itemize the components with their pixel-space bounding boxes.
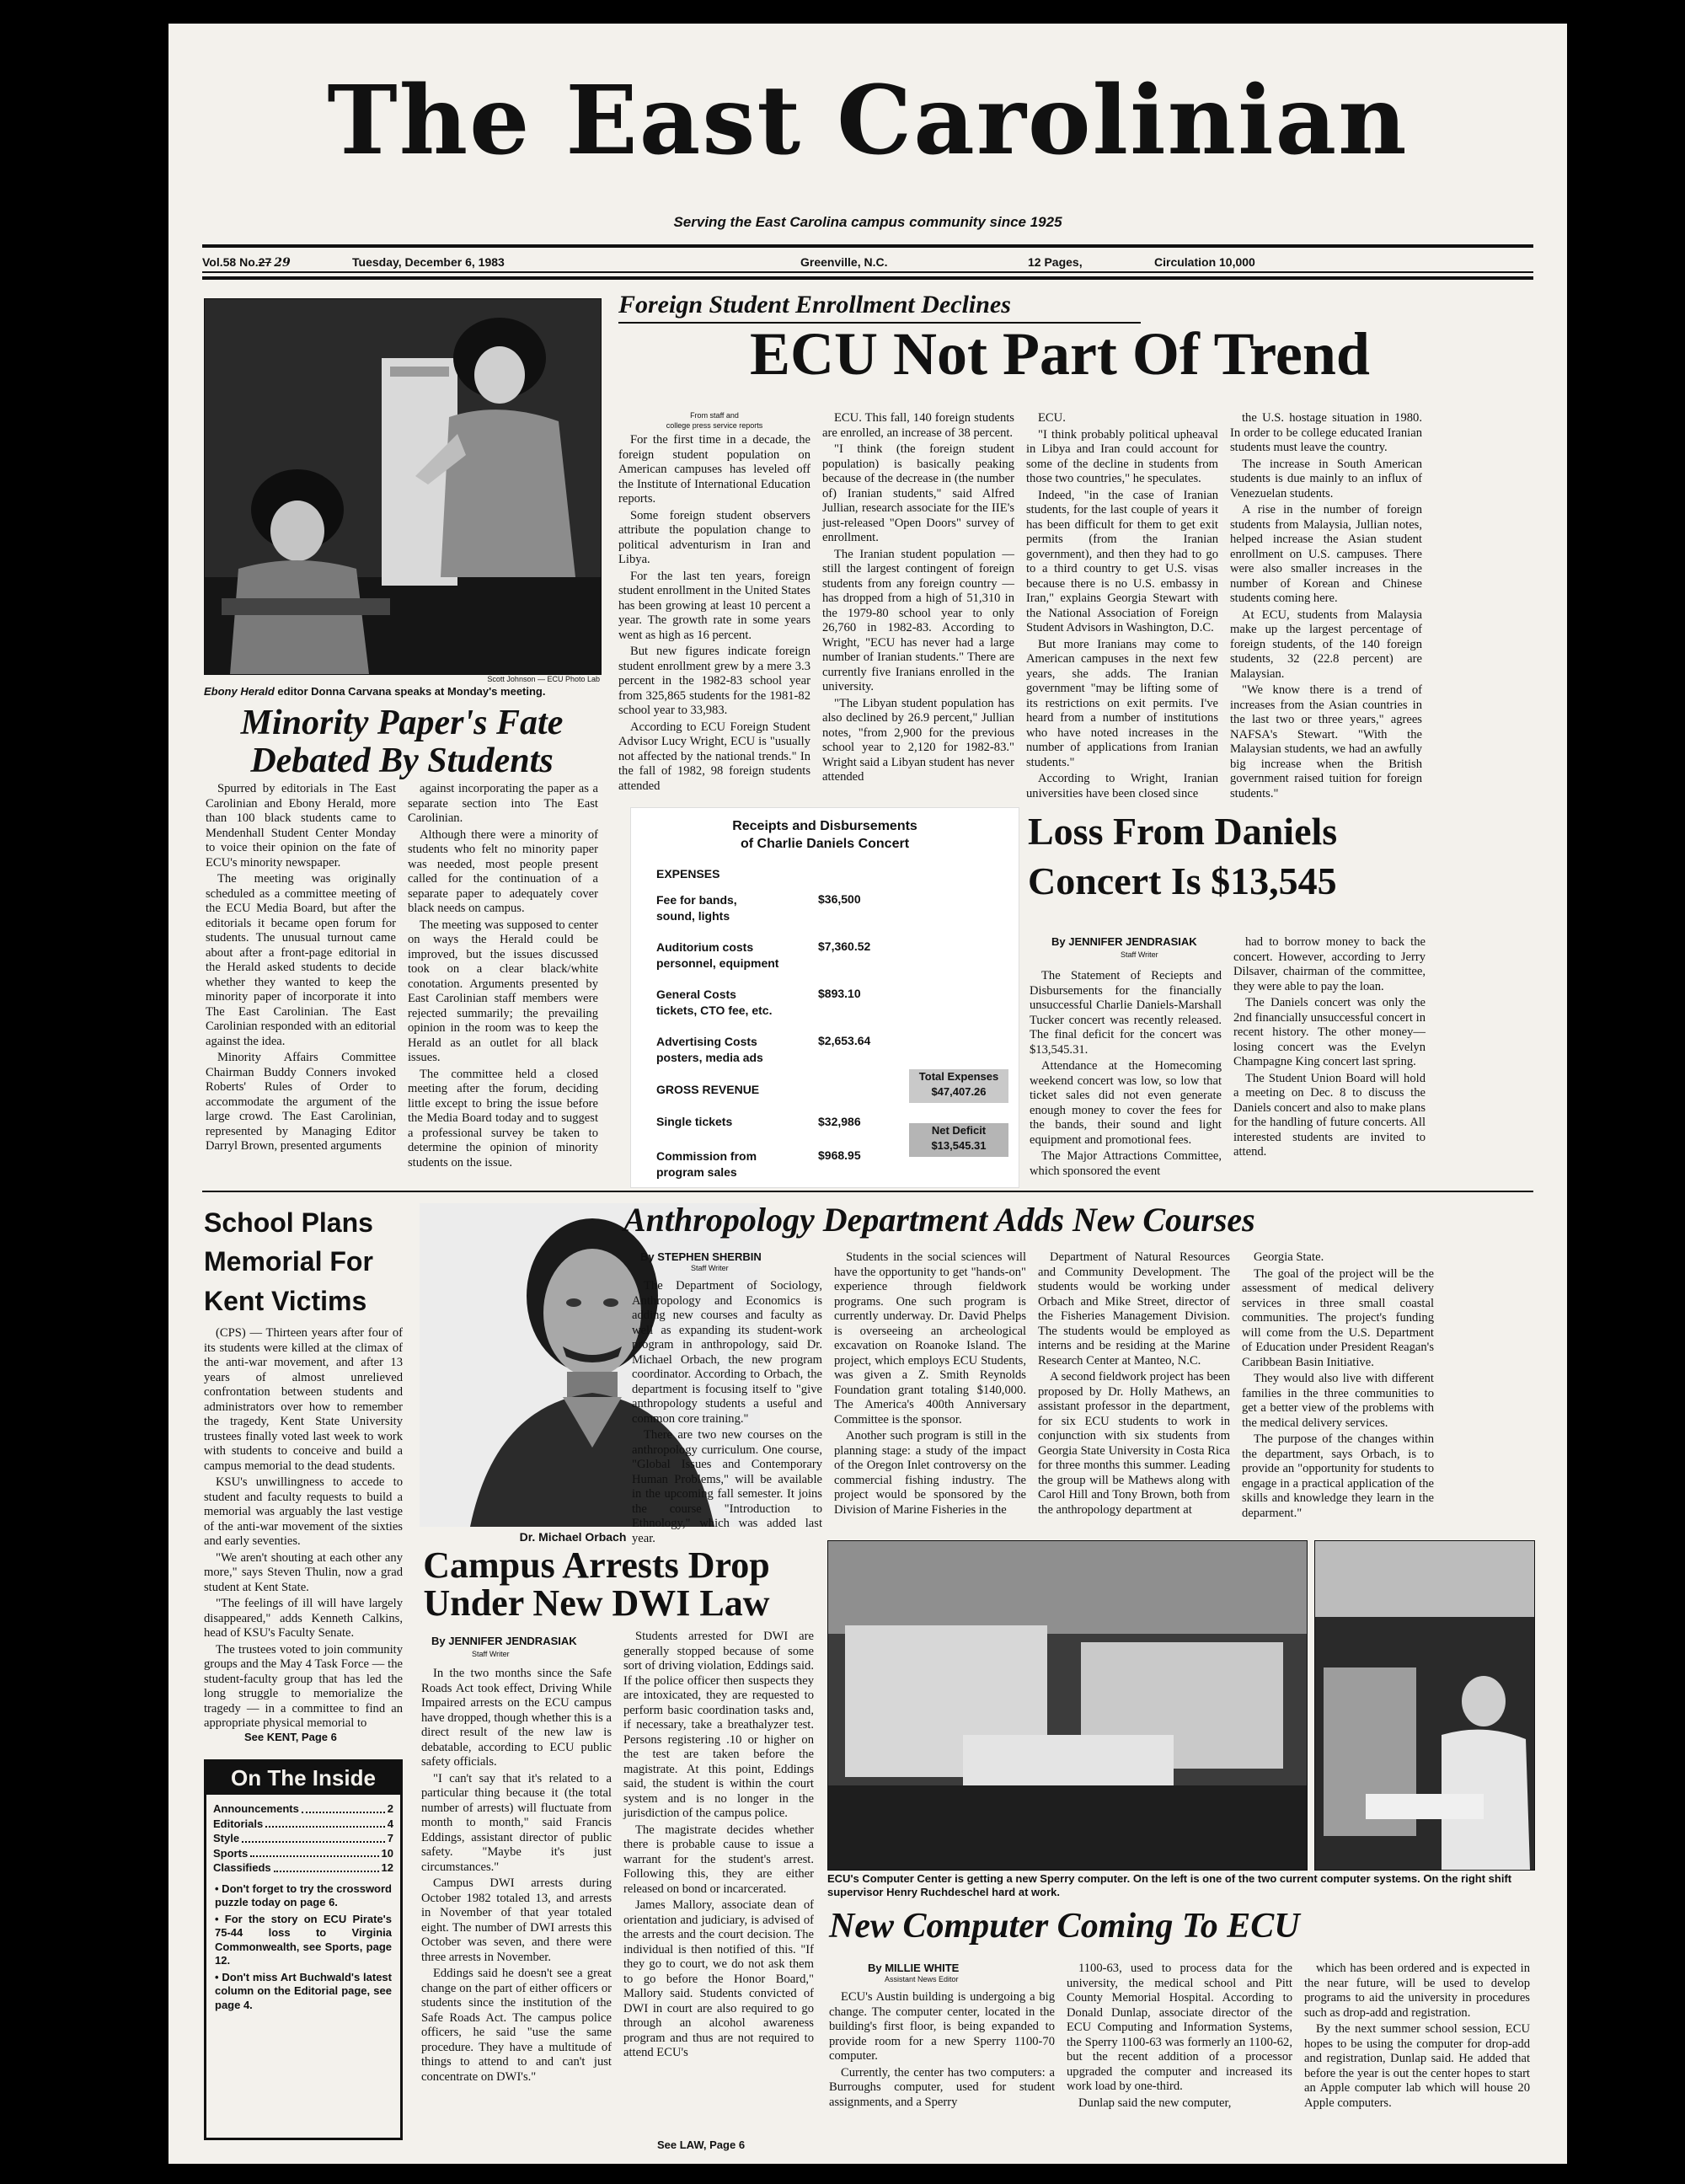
computer-staff: Assistant News Editor	[885, 1975, 959, 1983]
daniels-row-general-amount: $893.10	[818, 987, 861, 1000]
anthro-column-1: The Department of Sociology, Anthropology and Economics is adding new courses and faculty as well as expanding its student-work program in anthropology, said Dr. Michael Orbach, the new program coordinator. According to Orbach, the department is focusing itself to "give anthropology students a useful and common core training." There are two new courses on the anthropology curriculum. One course, "Global Issues and Contemporary Human Problems," will be available in the upcoming fall semester. It joins the course "Introduction to Ethnology," which was added last year.	[632, 1279, 822, 1545]
inside-item-sports[interactable]: Sports 10	[213, 1846, 393, 1860]
dwi-column-2: Students arrested for DWI are generally stopped because of some sort of driving violation, Eddings said. If the police officer then suspects they are intoxicated, they are requested to perform basic coordination tasks and, if necessary, take a breathalyzer test. Persons registering .10 or higher on the test are taken before the magistrate. At this point, Eddings said, the student is within the court system and is no longer in the jurisdiction of the campus police. The magistrate decides whether there is probable cause to issue a warrant for the student's arrest. Following this, they are either released on bond or incarcerated. James Mallory, associate dean of orientation and judiciary, is advised of the arrests and the court decision. The individual is then notified of this. "If they go to court, we do not ask them to go before the Honor Board," Mallory said. Students convicted of DWI in court are also required to go through an alcohol awareness program and thus are not required to attend ECU's	[623, 1630, 814, 2059]
anthro-column-3: Department of Natural Resources and Community Development. The students would be working under Orbach and Mike Street, director of the Fisheries Management Division. The students would be employed as interns and be residing at the Marine Research Center at Manteo, N.C. A second fieldwork project has been proposed by Dr. Holly Mathews, an assistant professor in the department, for six ECU students to work in conjunction with six students from Georgia State University in Costa Rica for three months this summer. Leading the group will be Mathews along with Carol Hill and Tony Brown, both from the anthropology department at	[1038, 1250, 1230, 1517]
dwi-staff: Staff Writer	[472, 1650, 510, 1658]
daniels-single-tickets-amount: $32,986	[818, 1115, 861, 1128]
computer-photo-caption: ECU's Computer Center is getting a new Sperry computer. On the left is one of the two current computer systems. On the right shift supervisor Henry Ruchdeschel hard at work.	[827, 1872, 1512, 1899]
dwi-headline: Campus Arrests Drop Under New DWI Law	[423, 1544, 770, 1624]
ebony-herald-photo-credit: Scott Johnson — ECU Photo Lab	[487, 675, 600, 683]
foreign-column-3: ECU. "I think probably political upheaval in Libya and Iran could account for some of the decline in students from those two countries," he speculates. Indeed, "in the case of Iranian students, for the last couple of years it has been difficult for them to get exit permits (from the Iranian government), and then they had to go to a third country to get U.S. visas because there is no U.S. embassy in Iran," explains Georgia Stewart with the National Association of Foreign Student Advisors in Washington, D.C. But more Iranians may come to American campuses in the next few years, she adds. The Iranian government "may be lifting some of its restrictions on exit permits. I've heard from a number of institutions who have noted increases in the number of applications from Iranian students." According to Wright, Iranian universities have been closed since	[1026, 411, 1218, 800]
daniels-row-advertising-amount: $2,653.64	[818, 1034, 871, 1047]
ebony-herald-photo	[204, 298, 602, 675]
daniels-table-title: Receipts and Disbursements of Charlie Daniels Concert	[732, 819, 917, 851]
dateline-date: Tuesday, December 6, 1983	[352, 255, 505, 269]
orbach-photo-caption: Dr. Michael Orbach	[519, 1530, 627, 1544]
daniels-receipts-table	[630, 807, 1019, 1188]
daniels-staff: Staff Writer	[1121, 950, 1158, 959]
minority-column-2: against incorporating the paper as a separate section into The East Carolinian. Although there were a minority of students who felt no minority paper was needed, most people present called for the continuation of a separate paper to adequately cover black needs on campus. The meeting was supposed to center on ways the Herald could be improved, but the issues discussed took on a clear black/white conotation. Arguments presented by East Carolinian staff members were rejected summarily; the prevailing opinion in the room was to keep the Herald as an outlet for all black issues. The committee held a closed meeting after the forum, deciding little except to bring the issue before the Media Board today and to suggest a professional survey be taken to determine the opinion of minority students on the issue.	[408, 782, 598, 1170]
masthead-rule-top	[202, 244, 1533, 248]
daniels-row-general-label: General Costs tickets, CTO fee, etc.	[656, 988, 773, 1017]
computer-photo-left	[827, 1540, 1308, 1871]
dateline-volume: Vol.58 No.27 29	[202, 255, 291, 270]
ebony-herald-photo-caption: Ebony Herald editor Donna Carvana speaks at Monday's meeting.	[204, 685, 546, 698]
foreign-headline: ECU Not Part Of Trend	[750, 320, 1370, 388]
inside-item-editorials[interactable]: Editorials 4	[213, 1817, 393, 1830]
dateline-issue-struck: 27	[258, 255, 272, 269]
minority-column-1: Spurred by editorials in The East Carolinian and Ebony Herald, more than 100 black students came to Mendenhall Student Center Monday to voice their opinion on the fate of ECU's minority newspaper. The meeting was originally scheduled as a committee meeting of the ECU Media Board, but after the editorials it became open forum for students. The unusual turnout came about after a front-page editorial in the Herald asked students to decide whether they wanted to keep the minority paper of incorporate it into The East Carolinian. The East Carolinian responded with an editorial against the idea. Minority Affairs Committee Chairman Buddy Conners invoked Roberts' Rules of Order to accommodate the argument of the large crowd. The East Carolinian, represented by Managing Editor Darryl Brown, presented arguments	[206, 782, 396, 1153]
masthead-title: The East Carolinian	[327, 66, 1409, 176]
anthro-column-2: Students in the social sciences will have the opportunity to get "hands-on" experience through fieldwork programs. One such program is currently underway. Dr. David Phelps is overseeing an archeological excavation on Roanoke Island. The project, which employs ECU Students, was given a Z. Smith Reynolds Foundation grant totaling $140,000. The America's 400th Anniversary Committee is the sponsor. Another such program is still in the planning stage: a study of the impact of the Oregon Inlet controversy on the commercial fishing industry. The project would be sponsored by the Division of Marine Fisheries in the	[834, 1250, 1026, 1517]
ebony-herald-photo-art	[205, 299, 601, 674]
on-the-inside-box	[204, 1759, 403, 2140]
daniels-byline: By JENNIFER JENDRASIAK	[1051, 935, 1197, 948]
dateline-circulation: Circulation 10,000	[1154, 255, 1255, 269]
dateline-issue-handwritten: 29	[274, 256, 291, 270]
computer-column-2: 1100-63, used to process data for the university, the medical school and Pitt County Memorial Hospital. According to Donald Dunlap, associate director of the ECU Computing and Information Systems, the Sperry 1100-63 was formerly an 1100-62, but the recent addition of a processor upgraded the computer and increased its work load by one-third. Dunlap said the new computer,	[1067, 1962, 1292, 2110]
daniels-revenue-label: GROSS REVENUE	[656, 1083, 760, 1096]
masthead-rule-bottom-2	[202, 276, 1533, 280]
daniels-row-advertising-label: Advertising Costs posters, media ads	[656, 1035, 763, 1064]
anthro-staff: Staff Writer	[691, 1264, 729, 1272]
daniels-row-bands-amount: $36,500	[818, 892, 861, 906]
daniels-headline: Loss From Daniels Concert Is $13,545	[1028, 810, 1338, 902]
daniels-commission-label: Commission from program sales	[656, 1149, 757, 1179]
inside-item-announcements[interactable]: Announcements 2	[213, 1802, 393, 1815]
minority-headline: Minority Paper's Fate Debated By Students	[240, 704, 564, 781]
anthro-headline: Anthropology Department Adds New Courses	[623, 1201, 1255, 1239]
foreign-column-2: ECU. This fall, 140 foreign students are enrolled, an increase of 38 percent. "I think (the foreign student population) is basically peaking because of the decrease in (the number of) Iranian students," said Alfred Jullian, research associate for the IIE's just-released "Open Doors" survey of enrollment. The Iranian student population — still the largest contingent of foreign students from any foreign country — has dropped from a high of 51,310 in the 1979-80 school year to only 26,760 in 1982-83. According to Wright, "ECU has never had a large number of Iranian students." There are currently five Iranians enrolled in the university. "The Libyan student population has also declined by 26.9 percent," Jullian notes, "from 2,900 for the previous school year to 2,120 for 1982-83." Wright said a Libyan student has never attended	[822, 411, 1014, 784]
daniels-column-1: The Statement of Reciepts and Disbursements for the financially unsuccessful Charlie Daniels-Marshall Tucker concert was recently released. The final deficit for the concert was $13,545.31. Attendance at the Homecoming weekend concert was low, so low that ticket sales did not even generate enough money to cover the fees for the bands, their sound and light equipment and promotional fees. The Major Attractions Committee, which sponsored the event	[1030, 969, 1222, 1178]
daniels-row-bands-label: Fee for bands, sound, lights	[656, 893, 737, 923]
foreign-column-1: For the first time in a decade, the foreign student population on American campuses has leveled off the Institute of International Education reports. Some foreign student observers attribute the population change to political adventurism in Iran and Libya. For the last ten years, foreign student enrollment in the United States has been growing at least 10 percent a year. The growth rate in some years went as high as 16 percent. But new figures indicate foreign student enrollment grew by a mere 3.3 percent in the 1982-83 school year from 325,865 students for the 1981-82 school year to 33,983. According to ECU Foreign Student Advisor Lucy Wright, ECU is "usually not affected by the national trends." In the fall of 1982, 98 foreign students attended	[618, 433, 810, 793]
inside-note-crossword: • Don't forget to try the crossword puzzle today on page 6.	[215, 1882, 392, 1908]
dateline-place: Greenville, N.C.	[800, 255, 888, 269]
daniels-row-auditorium-amount: $7,360.52	[818, 939, 871, 953]
dwi-see-link[interactable]: See LAW, Page 6	[657, 2138, 746, 2151]
dwi-byline: By JENNIFER JENDRASIAK	[431, 1635, 577, 1647]
computer-byline: By MILLIE WHITE	[868, 1962, 960, 1974]
computer-headline: New Computer Coming To ECU	[829, 1907, 1300, 1946]
masthead-rule-bottom	[202, 271, 1533, 273]
computer-photo-left-art	[828, 1541, 1307, 1870]
computer-photo-right	[1314, 1540, 1535, 1871]
kent-column: (CPS) — Thirteen years after four of its students were killed at the climax of the anti-war movement, and after 13 years of almost unrelieved confrontation between students and administrators over how to remember the tragedy, Kent State University trustees finally voted last week to work with students to conceive and build a campus memorial to the dead students. KSU's unwillingness to accede to student and faculty requests to build a memorial was arguably the last vestige of the anti-war movement of the sixties and early seventies. "We aren't shouting at each other any more," says Steven Thulin, now a grad student at Kent State. "The feelings of ill will have largely disappeared," adds Kenneth Calkins, head of KSU's Faculty Senate. The trustees voted to join community groups and the May 4 Task Force — the student-faculty group that has led the long struggle to memorialize the tragedy — in a committee to find an appropriate physical memorial to	[204, 1326, 403, 1730]
inside-item-classifieds[interactable]: Classifieds 12	[213, 1861, 393, 1875]
kent-see-link[interactable]: See KENT, Page 6	[244, 1731, 337, 1743]
daniels-net-deficit: Net Deficit $13,545.31	[909, 1123, 1008, 1157]
on-the-inside-index	[206, 1795, 400, 1876]
foreign-kicker: Foreign Student Enrollment Declines	[618, 291, 1011, 318]
computer-column-3: which has been ordered and is expected in the near future, will be used to develop programs to aid the university in procedures such as drop-add and registration. By the next summer school session, ECU hopes to be using the computer for drop-add and registration, Dunlap said. He added that before the year is out the center hopes to start an Apple computer lab which will house 20 Apple computers.	[1304, 1962, 1530, 2110]
daniels-single-tickets-label: Single tickets	[656, 1115, 733, 1128]
foreign-source: From staff and college press service reports	[666, 411, 763, 430]
computer-column-1: ECU's Austin building is undergoing a big change. The computer center, located in the building's first floor, is being expanded to provide room for a new Sperry 1100-70 computer. Currently, the center has two computers: a Burroughs computer, used for student assignments, and a Sperry	[829, 1990, 1055, 2109]
inside-note-sports: • For the story on ECU Pirate's 75-44 loss to Virginia Commonwealth, see Sports, page 12.	[215, 1913, 392, 1967]
computer-photo-right-art	[1315, 1541, 1534, 1870]
masthead-tagline: Serving the East Carolina campus community since 1925	[673, 214, 1062, 230]
daniels-total-expenses: Total Expenses $47,407.26	[909, 1069, 1008, 1103]
inside-note-buchwald: • Don't miss Art Buchwald's latest column on the Editorial page, see page 4.	[215, 1971, 392, 2011]
kent-headline: School Plans Memorial For Kent Victims	[204, 1207, 373, 1316]
foreign-column-4: the U.S. hostage situation in 1980. In order to be college educated Iranian students must leave the country. The increase in South American students is due mainly to an influx of Venezuelan students. A rise in the number of foreign students from Malaysia, Jullian notes, helped increase the Asian student enrollment on U.S. campuses. There were also smaller increases in the number of Korean and Chinese students coming here. At ECU, students from Malaysia make up the largest percentage of foreign students, of the 140 foreign students, 32 (22.8 percent) are Malaysian. "We know there is a trend of increases from the Asian countries in the last two or three years," agrees NAFSA's Stewart. "With the Malaysian students, we had an awfully big increase when the British government raised tuition for foreign students."	[1230, 411, 1422, 800]
inside-item-style[interactable]: Style 7	[213, 1832, 393, 1845]
on-the-inside-title: On The Inside	[206, 1762, 400, 1795]
section-rule-middle	[202, 1191, 1533, 1192]
anthro-byline: By STEPHEN SHERBIN	[640, 1250, 762, 1263]
daniels-row-auditorium-label: Auditorium costs personnel, equipment	[656, 940, 779, 970]
dateline-pages: 12 Pages,	[1028, 255, 1083, 269]
daniels-expenses-label: EXPENSES	[656, 867, 720, 881]
on-the-inside-notes	[206, 1876, 400, 2012]
newspaper-page	[168, 24, 1567, 2164]
daniels-commission-amount: $968.95	[818, 1148, 861, 1162]
daniels-column-2: had to borrow money to back the concert. However, according to Jerry Dilsaver, chairman of the committee, they were able to pay the loan. The Daniels concert was only the 2nd financially unsuccessful concert in recent history. The other money—losing concert was the Evelyn Champagne King concert last spring. The Student Union Board will hold a meeting on Dec. 8 to discuss the Daniels concert and also to make plans for the handling of future concerts. All interested students are invited to attend.	[1233, 935, 1426, 1159]
anthro-column-4: Georgia State. The goal of the project will be the assessment of medical delivery services in three small coastal communities. The project's funding will come from the U.S. Department of Education under President Reagan's Caribbean Basin Initiative. They would also live with different families in the three communities to get a better view of the problems with the medical delivery services. The purpose of the changes within the department, says Orbach, is to provide an "opportunity for students to engage in a practical application of the skills and knowledge they learn in the deparment."	[1242, 1250, 1434, 1520]
dwi-column-1: In the two months since the Safe Roads Act took effect, Driving While Impaired arrests on the ECU campus have dropped, though whether this is a direct result of the new law is debatable, according to ECU public safety officials. "I can't say that it's related to a particular thing because it (the total number of arrests) will fluctuate from month to month," said Francis Eddings, assistant director of public safety. "Maybe it's just circumstances." Campus DWI arrests during October 1982 totaled 13, and arrests in November of that year totaled eight. The number of DWI arrests this October was seven, and there were three arrests in November. Eddings said he doesn't see a great change on the part of either officers or students since the institution of the Safe Roads Act. The campus police officers, he said "use the same procedure. They have a multitude of things to attend to and can't just concentrate on DWI's."	[421, 1667, 612, 2084]
